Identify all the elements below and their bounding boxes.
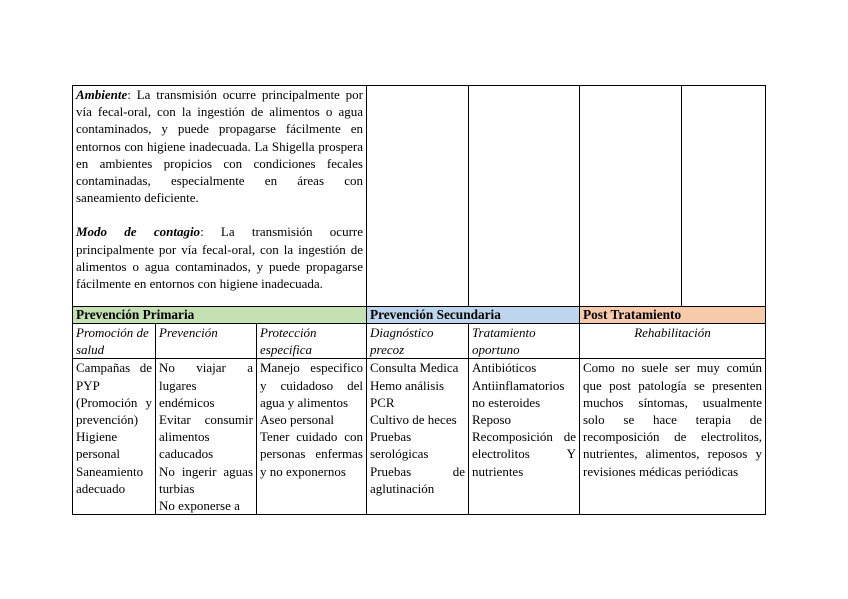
intro-cell [73,86,367,307]
proteccion-item: Tener cuidado con personas enfermas y no exponernos [260,429,363,479]
contagio-label: Modo de contagio [76,224,201,240]
prevention-table [72,85,766,515]
subheader-prevencion: Prevención [156,324,257,359]
header-post-tratamiento: Post Tratamiento [580,307,766,324]
proteccion-item: Manejo especifico y cuidadoso del agua y alimentos [260,360,363,410]
tratamiento-item: Antibióticos [472,360,537,376]
prevencion-item: Evitar consumir alimentos caducados [159,412,253,462]
promocion-item: Saneamiento adecuado [76,463,144,496]
diagnostico-item: Hemo análisis [370,377,445,393]
ambiente-paragraph [76,86,363,206]
contagio-paragraph [76,223,363,292]
contagio-text: : La transmisión ocurre principalmente por vía fecal-oral, con la ingestión de alimentos o agua contaminados, y puede propagarse fácilmente en entornos con higiene inadecuada. [76,224,363,292]
ambiente-label: Ambiente [76,87,128,102]
empty-cell-2 [469,86,580,307]
subheader-row [73,324,766,359]
cell-rehabilitacion: Como no suele ser muy común que post patología se presenten muchos síntomas, usualmente solo se hace terapia de recomposición de electrolitos, nutrientes, alimentos, reposos y revisiones médicas periódicas [580,359,766,515]
proteccion-item: Aseo personal [260,412,335,428]
cell-promocion [73,359,156,515]
prevencion-item: No viajar a lugares endémicos [159,360,253,410]
subheader-rehabilitacion: Rehabilitación [580,324,766,359]
empty-cell-1 [367,86,469,307]
tratamiento-item: Recomposición de electrolitos Y nutrientes [472,429,576,479]
empty-cell-4 [682,86,766,307]
cell-diagnostico [367,359,469,515]
tratamiento-item: Reposo [472,412,511,428]
subheader-promocion: Promoción de salud [73,324,156,359]
diagnostico-item: Consulta Medica [370,360,459,376]
content-row [73,359,766,515]
intro-row [73,86,766,307]
diagnostico-item: Pruebas serológicas [370,429,429,462]
ambiente-text: : La transmisión ocurre principalmente por vía fecal-oral, con la ingestión de alimentos o agua contaminados, y puede propagarse fácilmente en entornos con higiene inadecuada. La Shigella prospera en ambientes propicios con condiciones fecales contaminadas, especialmente en áreas con saneamiento deficiente. [76,87,363,206]
cell-tratamiento [469,359,580,515]
section-header-row [73,307,766,324]
cell-proteccion [257,359,367,515]
tratamiento-item: Antiinflamatorios no esteroides [472,377,565,410]
subheader-tratamiento: Tratamiento oportuno [469,324,580,359]
diagnostico-item: PCR [370,394,395,410]
header-primaria: Prevención Primaria [73,307,367,324]
prevencion-item: No ingerir aguas turbias [159,463,253,496]
promocion-item: Campañas de PYP (Promoción y prevención) [76,360,152,428]
diagnostico-item: Cultivo de heces [370,412,457,428]
subheader-diagnostico: Diagnóstico precoz [367,324,469,359]
promocion-item: Higiene personal [76,429,121,462]
header-secundaria: Prevención Secundaria [367,307,580,324]
empty-cell-3 [580,86,682,307]
document-table-area [72,85,765,515]
cell-prevencion [156,359,257,515]
prevencion-item: No exponerse a [159,498,240,514]
subheader-proteccion: Protección especifica [257,324,367,359]
diagnostico-item: Pruebas de aglutinación [370,463,465,496]
